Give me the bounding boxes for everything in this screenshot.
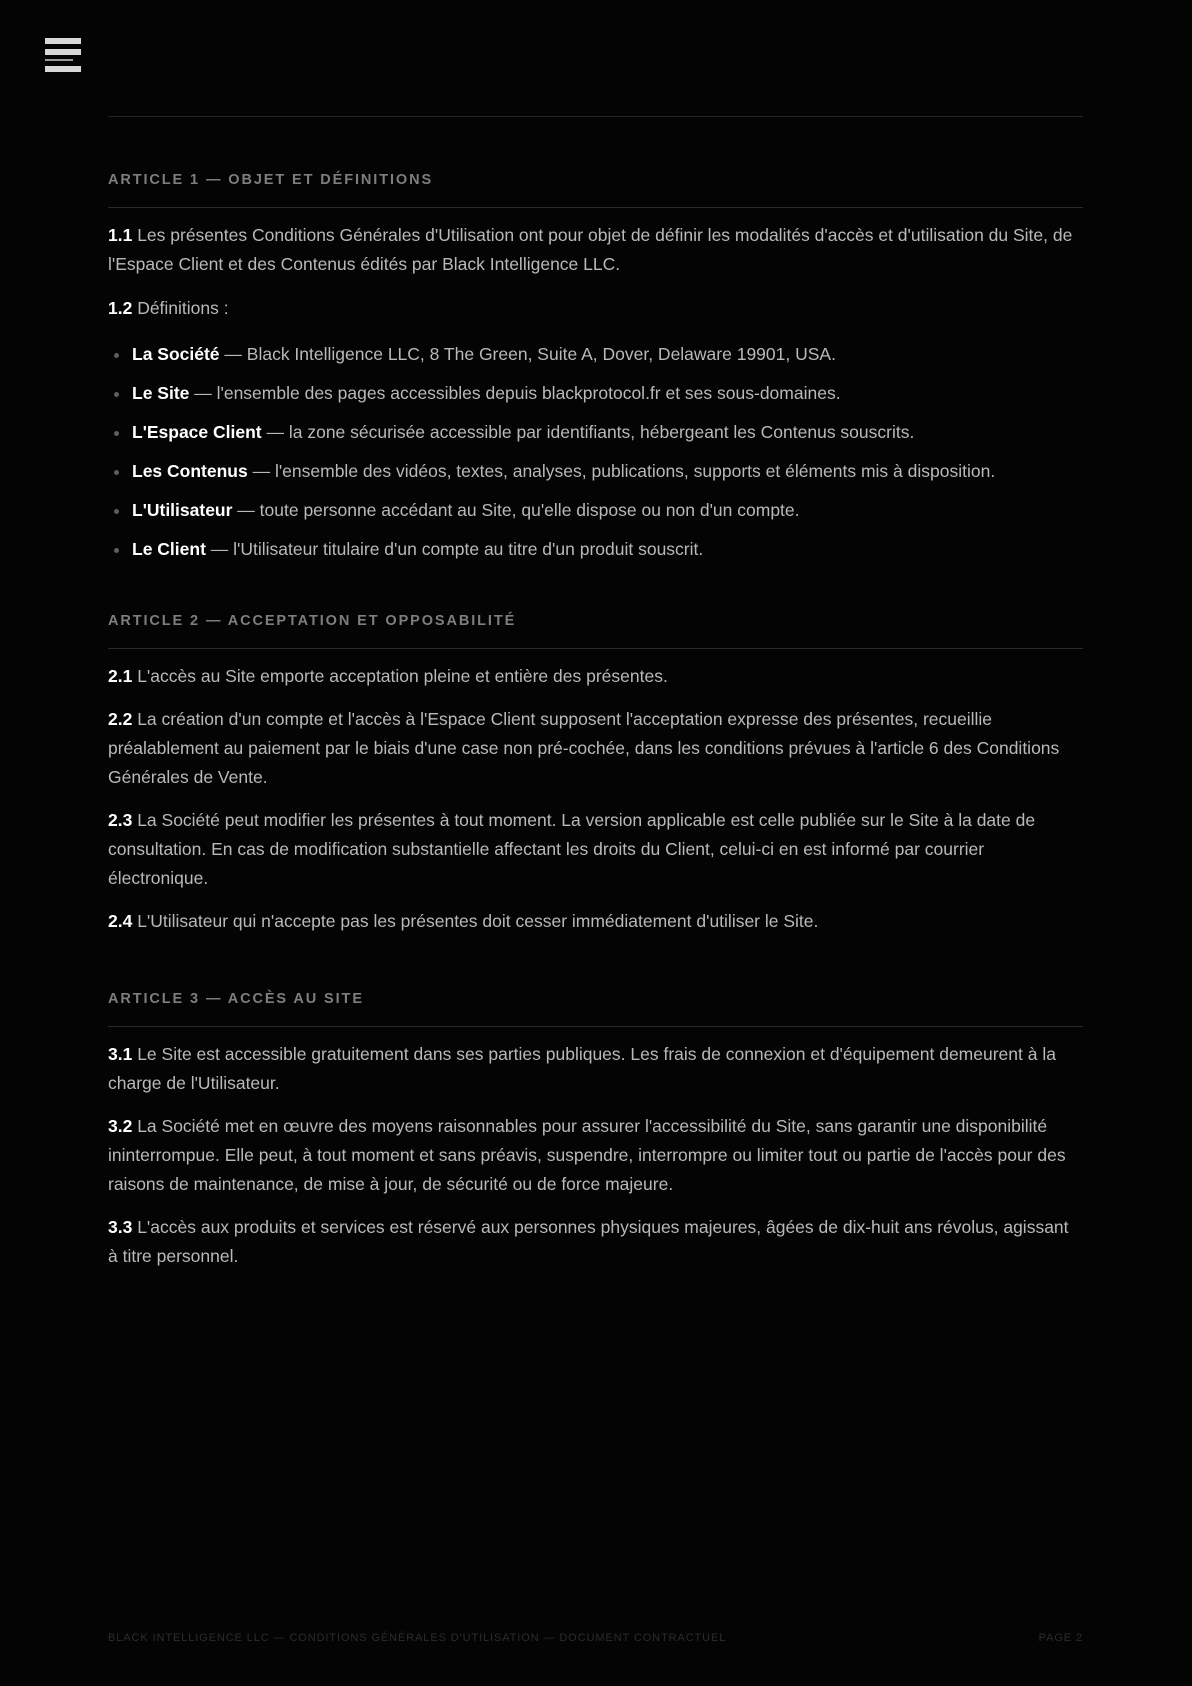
definition-text: — toute personne accédant au Site, qu'elle dispose ou non d'un compte. bbox=[232, 500, 800, 520]
article-3 bbox=[108, 989, 1083, 1271]
article-title: ARTICLE 1 — OBJET ET DÉFINITIONS bbox=[108, 172, 434, 188]
paragraph-text: Les présentes Conditions Générales d'Utilisation ont pour objet de définir les modalités d'accès et d'utilisation du Site, de l'Espace Client et des Contenus édités par Black Intelligence LLC. bbox=[108, 225, 1073, 274]
paragraph-2-2 bbox=[108, 705, 1083, 792]
menu-bar bbox=[45, 38, 81, 44]
paragraph-1-2 bbox=[108, 294, 1083, 323]
definition-term: L'Espace Client bbox=[132, 422, 262, 442]
article-title: ARTICLE 3 — ACCÈS AU SITE bbox=[108, 991, 364, 1007]
paragraph-text: La Société met en œuvre des moyens raisonnables pour assurer l'accessibilité du Site, sans garantir une disponibilité ininterrompue. Elle peut, à tout moment et sans préavis, suspendre, interrompre ou limiter tout ou partie de l'accès pour des raisons de maintenance, de mise à jour, de sécurité ou de force majeure. bbox=[108, 1116, 1066, 1194]
definition-term: L'Utilisateur bbox=[132, 500, 233, 520]
paragraph-text: Définitions : bbox=[132, 298, 229, 318]
paragraph-text: La Société peut modifier les présentes à tout moment. La version applicable est celle publiée sur le Site à la date de consultation. En cas de modification substantielle affectant les droits du Client, celui-ci en est informé par courrier électronique. bbox=[108, 810, 1036, 888]
article-divider bbox=[108, 1026, 1083, 1027]
article-2 bbox=[108, 611, 1083, 936]
list-item bbox=[108, 535, 1083, 574]
paragraph-number: 2.3 bbox=[108, 810, 133, 830]
paragraph-text: Le Site est accessible gratuitement dans ses parties publiques. Les frais de connexion et d'équipement demeurent à la charge de l'Utilisateur. bbox=[108, 1044, 1056, 1093]
footer-page-number: PAGE 2 bbox=[1038, 1632, 1083, 1644]
definition-term: Les Contenus bbox=[132, 461, 248, 481]
paragraph-2-3 bbox=[108, 806, 1083, 893]
paragraph-number: 3.1 bbox=[108, 1044, 133, 1064]
definition-term: La Société bbox=[132, 344, 220, 364]
definition-text: — l'ensemble des pages accessibles depuis blackprotocol.fr et ses sous-domaines. bbox=[189, 383, 841, 403]
definition-text: — l'ensemble des vidéos, textes, analyses, publications, supports et éléments mis à disposition. bbox=[247, 461, 996, 481]
list-item bbox=[108, 340, 1083, 379]
definition-text: — Black Intelligence LLC, 8 The Green, Suite A, Dover, Delaware 19901, USA. bbox=[219, 344, 836, 364]
paragraph-text: L'accès aux produits et services est réservé aux personnes physiques majeures, âgées de dix-huit ans révolus, agissant à titre personnel. bbox=[108, 1217, 1069, 1266]
paragraph-3-3 bbox=[108, 1213, 1083, 1271]
menu-bar bbox=[45, 59, 73, 61]
paragraph-number: 1.1 bbox=[108, 225, 133, 245]
paragraph-text: L'Utilisateur qui n'accepte pas les présentes doit cesser immédiatement d'utiliser le Site. bbox=[132, 911, 819, 931]
paragraph-3-2 bbox=[108, 1112, 1083, 1199]
article-divider bbox=[108, 648, 1083, 649]
paragraph-1-1 bbox=[108, 221, 1083, 279]
menu-bar bbox=[45, 66, 81, 72]
paragraph-number: 2.1 bbox=[108, 666, 133, 686]
article-divider bbox=[108, 207, 1083, 208]
paragraph-number: 1.2 bbox=[108, 298, 133, 318]
list-item bbox=[108, 418, 1083, 457]
definition-text: — l'Utilisateur titulaire d'un compte au titre d'un produit souscrit. bbox=[205, 539, 704, 559]
paragraph-text: La création d'un compte et l'accès à l'Espace Client supposent l'acceptation expresse des présentes, recueillie préalablement au paiement par le biais d'une case non pré-cochée, dans les conditions prévues à l'article 6 des Conditions Générales de Vente. bbox=[108, 709, 1060, 787]
page-footer bbox=[108, 1632, 1083, 1644]
paragraph-text: L'accès au Site emporte acceptation pleine et entière des présentes. bbox=[132, 666, 668, 686]
paragraph-number: 2.2 bbox=[108, 709, 133, 729]
paragraph-number: 3.3 bbox=[108, 1217, 133, 1237]
paragraph-number: 3.2 bbox=[108, 1116, 133, 1136]
list-item bbox=[108, 457, 1083, 496]
article-title: ARTICLE 2 — ACCEPTATION ET OPPOSABILITÉ bbox=[108, 613, 517, 629]
paragraph-2-4 bbox=[108, 907, 1083, 936]
paragraph-number: 2.4 bbox=[108, 911, 133, 931]
definition-text: — la zone sécurisée accessible par identifiants, hébergeant les Contenus souscrits. bbox=[261, 422, 915, 442]
list-item bbox=[108, 379, 1083, 418]
definition-term: Le Site bbox=[132, 383, 190, 403]
paragraph-2-1 bbox=[108, 662, 1083, 691]
paragraph-3-1 bbox=[108, 1040, 1083, 1098]
footer-document-label: BLACK INTELLIGENCE LLC — CONDITIONS GÉNÉRALES D'UTILISATION — DOCUMENT CONTRACTUEL bbox=[108, 1632, 727, 1644]
top-divider bbox=[108, 116, 1083, 117]
definition-term: Le Client bbox=[132, 539, 206, 559]
hamburger-menu-icon[interactable] bbox=[45, 38, 81, 75]
menu-bar bbox=[45, 49, 81, 55]
definitions-list bbox=[108, 340, 1083, 574]
list-item bbox=[108, 496, 1083, 535]
article-1 bbox=[108, 170, 1083, 574]
